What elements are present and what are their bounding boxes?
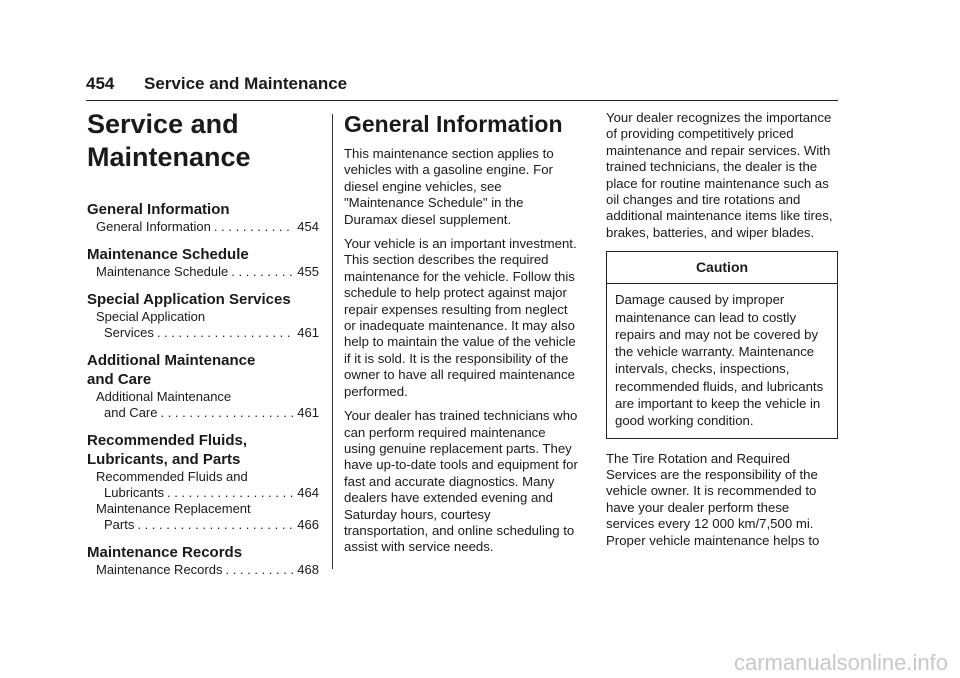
toc-group-heading: Additional Maintenance and Care bbox=[87, 352, 256, 388]
watermark: carmanualsonline.info bbox=[733, 650, 948, 675]
chapter-title: Service and Maintenance bbox=[87, 109, 251, 172]
toc-group bbox=[87, 351, 319, 421]
toc-page-number: 468 bbox=[297, 562, 319, 577]
toc-entry-label: Maintenance Schedule bbox=[96, 264, 229, 279]
toc-leader-dots bbox=[231, 264, 294, 280]
toc-page-number: 466 bbox=[297, 517, 319, 532]
caution-box bbox=[606, 251, 838, 438]
caution-body: Damage caused by improper maintenance can lead to costly repairs and may not be covered by the vehicle warranty. Maintenance intervals, checks, inspections, recommended fluids, and lubricants are important to keep the vehicle in good working condition. bbox=[615, 292, 824, 429]
toc-leader-dots bbox=[214, 219, 294, 235]
toc-group bbox=[87, 290, 319, 341]
toc-entry-label: Additional Maintenance bbox=[96, 389, 232, 404]
toc-entry-label: Maintenance Records bbox=[96, 562, 223, 577]
toc-entry-label: Maintenance Replacement bbox=[96, 501, 251, 516]
toc-group bbox=[87, 245, 319, 280]
toc-page-number: 461 bbox=[297, 325, 319, 340]
toc-group bbox=[87, 543, 319, 578]
toc-entry-label: General Information bbox=[96, 219, 211, 234]
paragraph: This maintenance section applies to vehicles with a gasoline engine. For diesel engine vehicles, see "Maintenance Schedule" in the Duramax diesel supplement. bbox=[344, 146, 554, 227]
dealer-column bbox=[606, 110, 838, 557]
toc-entry-label: Recommended Fluids and bbox=[96, 469, 248, 484]
paragraph: Your dealer recognizes the importance of providing competitively priced maintenance and repair services. With trained technicians, the dealer is the place for routine maintenance such as oil changes and tire rotations and additional maintenance items like tires, brakes, batteries, and wiper blades. bbox=[606, 110, 833, 240]
toc-leader-dots bbox=[137, 517, 294, 533]
toc-group-heading: Maintenance Records bbox=[87, 544, 243, 561]
toc-entry-label: Parts bbox=[104, 517, 135, 532]
toc-entry[interactable] bbox=[87, 389, 319, 421]
page-number: 454 bbox=[86, 74, 115, 93]
toc-group-heading: Special Application Services bbox=[87, 291, 291, 308]
toc-page-number: 461 bbox=[297, 405, 319, 420]
caution-title: Caution bbox=[607, 252, 837, 284]
toc-leader-dots bbox=[225, 562, 294, 578]
toc-entry[interactable] bbox=[87, 501, 319, 533]
toc-list bbox=[87, 200, 319, 578]
general-info-heading: General Information bbox=[344, 111, 563, 137]
toc-entry-label: Services bbox=[104, 325, 154, 340]
toc-entry-label: and Care bbox=[104, 405, 158, 420]
section-title: Service and Maintenance bbox=[144, 74, 348, 93]
toc-entry[interactable] bbox=[87, 562, 319, 578]
toc-page-number: 455 bbox=[297, 264, 319, 279]
toc-group-heading: General Information bbox=[87, 201, 230, 218]
toc-leader-dots bbox=[157, 325, 294, 341]
page-header bbox=[86, 70, 838, 101]
toc-entry[interactable] bbox=[87, 219, 319, 235]
toc-group bbox=[87, 431, 319, 533]
paragraph: The Tire Rotation and Required Services are the responsibility of the vehicle owner. It is recommended to have your dealer perform these services every 12 000 km/7,500 mi. Proper vehicle maintenance helps to bbox=[606, 450, 820, 548]
paragraph: Your vehicle is an important investment. This section describes the required maintenance for the vehicle. Follow this schedule to help protect against major repair expenses resulting from neglect or inadequate maintenance. It may also help to maintain the value of the vehicle if it is sold. It is the responsibility of the owner to have all required maintenance performed. bbox=[344, 236, 577, 399]
toc-group-heading: Maintenance Schedule bbox=[87, 246, 249, 263]
toc-column bbox=[87, 108, 319, 588]
toc-group bbox=[87, 200, 319, 235]
toc-entry[interactable] bbox=[87, 309, 319, 341]
toc-leader-dots bbox=[160, 405, 294, 421]
toc-leader-dots bbox=[167, 485, 294, 501]
toc-entry[interactable] bbox=[87, 264, 319, 280]
column-divider bbox=[332, 114, 333, 569]
general-info-column bbox=[344, 110, 578, 564]
toc-page-number: 464 bbox=[297, 485, 319, 500]
paragraph: Your dealer has trained technicians who can perform required maintenance using genuine replacement parts. They have up-to-date tools and equipment for fast and accurate diagnostics. Many dealers have extended evening and Saturday hours, courtesy transportation, and online scheduling to assist with service needs. bbox=[344, 408, 578, 555]
toc-entry-label: Lubricants bbox=[104, 485, 164, 500]
toc-entry-label: Special Application bbox=[96, 309, 206, 324]
toc-page-number: 454 bbox=[297, 219, 319, 234]
toc-entry[interactable] bbox=[87, 469, 319, 501]
toc-group-heading: Recommended Fluids, Lubricants, and Parts bbox=[87, 432, 248, 468]
